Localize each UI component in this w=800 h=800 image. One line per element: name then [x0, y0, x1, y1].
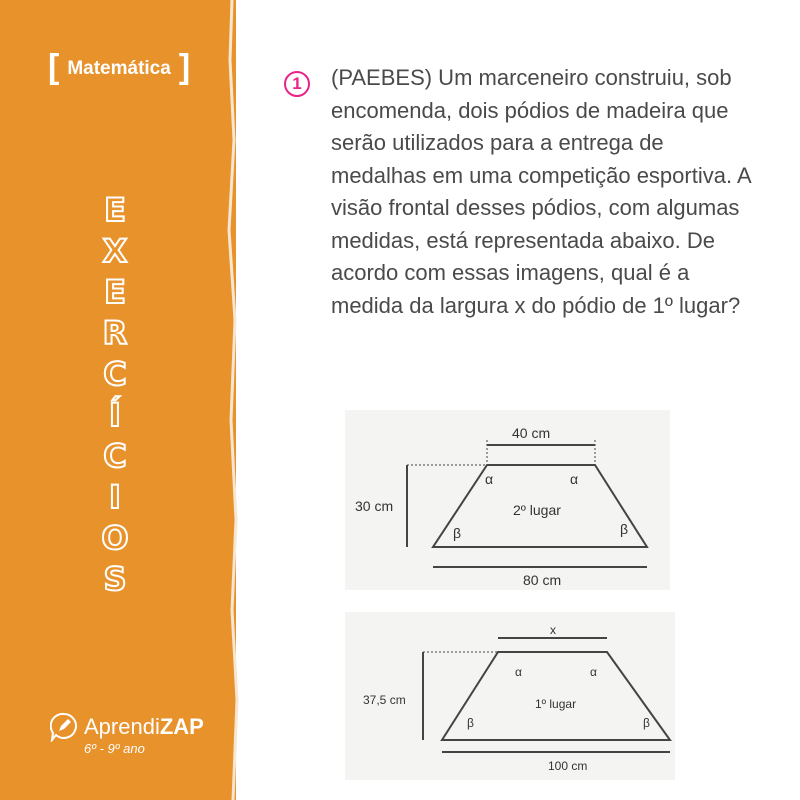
title-letter: I [109, 478, 121, 516]
grade-label: 6º - 9º ano [84, 741, 145, 756]
title-letter: O [101, 519, 129, 557]
angle-beta: β [643, 716, 650, 730]
angle-beta: β [620, 521, 629, 537]
angle-alpha: α [590, 665, 597, 679]
dim-top: x [550, 623, 556, 637]
title-letter: R [102, 314, 128, 352]
angle-beta: β [467, 716, 474, 730]
brand-bold: ZAP [159, 714, 204, 739]
brand-logo [50, 712, 204, 742]
angle-beta: β [453, 525, 462, 541]
title-letter: X [102, 232, 128, 270]
brand-light: Aprendi [84, 714, 160, 739]
title-letter: E [104, 191, 126, 229]
dim-top: 40 cm [512, 425, 551, 441]
podium-1-figure [345, 612, 675, 780]
title-letter: C [103, 355, 127, 393]
title-letter: C [103, 437, 127, 475]
title-letter: Í [109, 396, 121, 434]
subject-tag: [ Matemática ] [48, 48, 191, 86]
podium-label: 2º lugar [513, 502, 561, 518]
angle-alpha: α [485, 471, 494, 487]
question-number: 1 [284, 71, 310, 97]
question-text: (PAEBES) Um marceneiro construiu, sob encomenda, dois pódios de madeira que serão utilizados para a entrega de medalhas em uma competição esportiva. A visão frontal desses pódios, com algumas medidas, está representada abaixo. De acordo com essas imagens, qual é a medida da largura x do pódio de 1º lugar? [331, 65, 751, 318]
torn-edge [222, 0, 246, 800]
podium-2-figure [345, 410, 670, 590]
title-letter: E [104, 273, 126, 311]
dim-bottom: 100 cm [548, 759, 588, 773]
vertical-title [100, 190, 130, 600]
title-letter: S [103, 560, 127, 598]
pencil-chat-icon [50, 712, 78, 742]
angle-alpha: α [515, 665, 522, 679]
subject-label: Matemática [67, 58, 171, 79]
dim-bottom: 80 cm [523, 572, 562, 588]
dim-height: 37,5 cm [363, 693, 406, 707]
angle-alpha: α [570, 471, 579, 487]
dim-height: 30 cm [355, 498, 394, 514]
podium-label: 1º lugar [535, 697, 577, 711]
